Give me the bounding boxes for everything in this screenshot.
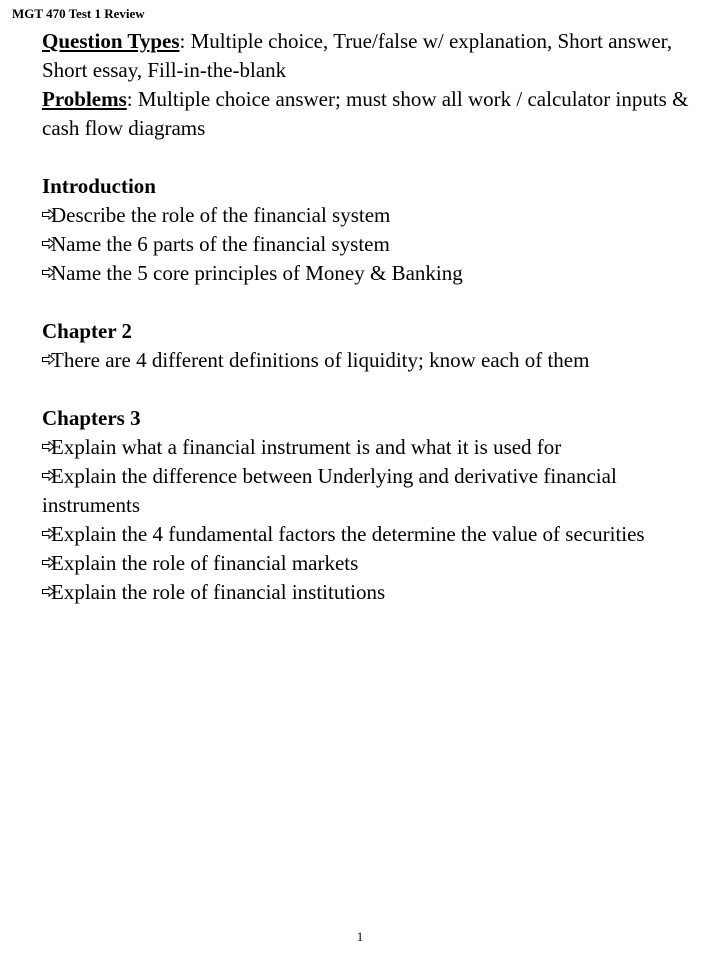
list-item-text: There are 4 different definitions of liquidity; know each of them (51, 348, 590, 372)
page-number: 1 (356, 929, 364, 944)
document-header: MGT 470 Test 1 Review (12, 6, 145, 21)
arrow-right-outline-icon (42, 438, 51, 456)
arrow-right-outline-icon (42, 583, 51, 601)
list-item-text: Name the 5 core principles of Money & Banking (51, 261, 463, 285)
arrow-right-outline-icon (42, 235, 51, 253)
spacer (42, 143, 710, 172)
list-item (42, 549, 710, 578)
list-item (42, 578, 710, 607)
list-item-text: Describe the role of the financial system (51, 203, 391, 227)
section-heading-chapter-2: Chapter 2 (42, 319, 133, 343)
list-item-text: Explain the role of financial institutions (51, 580, 386, 604)
question-types-label: Question Types (42, 29, 180, 53)
list-item (42, 433, 710, 462)
list-item-text: Explain the role of financial markets (51, 551, 359, 575)
question-types-line (42, 27, 710, 85)
list-item (42, 520, 710, 549)
spacer (42, 288, 710, 317)
arrow-right-outline-icon (42, 467, 51, 485)
document-body (42, 27, 710, 607)
list-item (42, 230, 710, 259)
arrow-right-outline-icon (42, 351, 51, 369)
arrow-right-outline-icon (42, 554, 51, 572)
section-heading-chapters-3: Chapters 3 (42, 406, 141, 430)
problems-label: Problems (42, 87, 127, 111)
problems-text: : Multiple choice answer; must show all work / calculator inputs & cash flow diagrams (42, 87, 689, 140)
list-item (42, 346, 710, 375)
list-item-text: Explain the 4 fundamental factors the determine the value of securities (51, 522, 645, 546)
list-item (42, 259, 710, 288)
arrow-right-outline-icon (42, 264, 51, 282)
arrow-right-outline-icon (42, 206, 51, 224)
list-item (42, 201, 710, 230)
arrow-right-outline-icon (42, 525, 51, 543)
list-item-text: Name the 6 parts of the financial system (51, 232, 390, 256)
spacer (42, 375, 710, 404)
section-heading-introduction: Introduction (42, 174, 156, 198)
list-item-text: Explain what a financial instrument is and what it is used for (51, 435, 562, 459)
list-item (42, 462, 710, 520)
list-item-text: Explain the difference between Underlying and derivative financial instruments (42, 464, 617, 517)
problems-line (42, 85, 710, 143)
question-types-text: : Multiple choice, True/false w/ explanation, Short answer, Short essay, Fill-in-the-blank (42, 29, 673, 82)
